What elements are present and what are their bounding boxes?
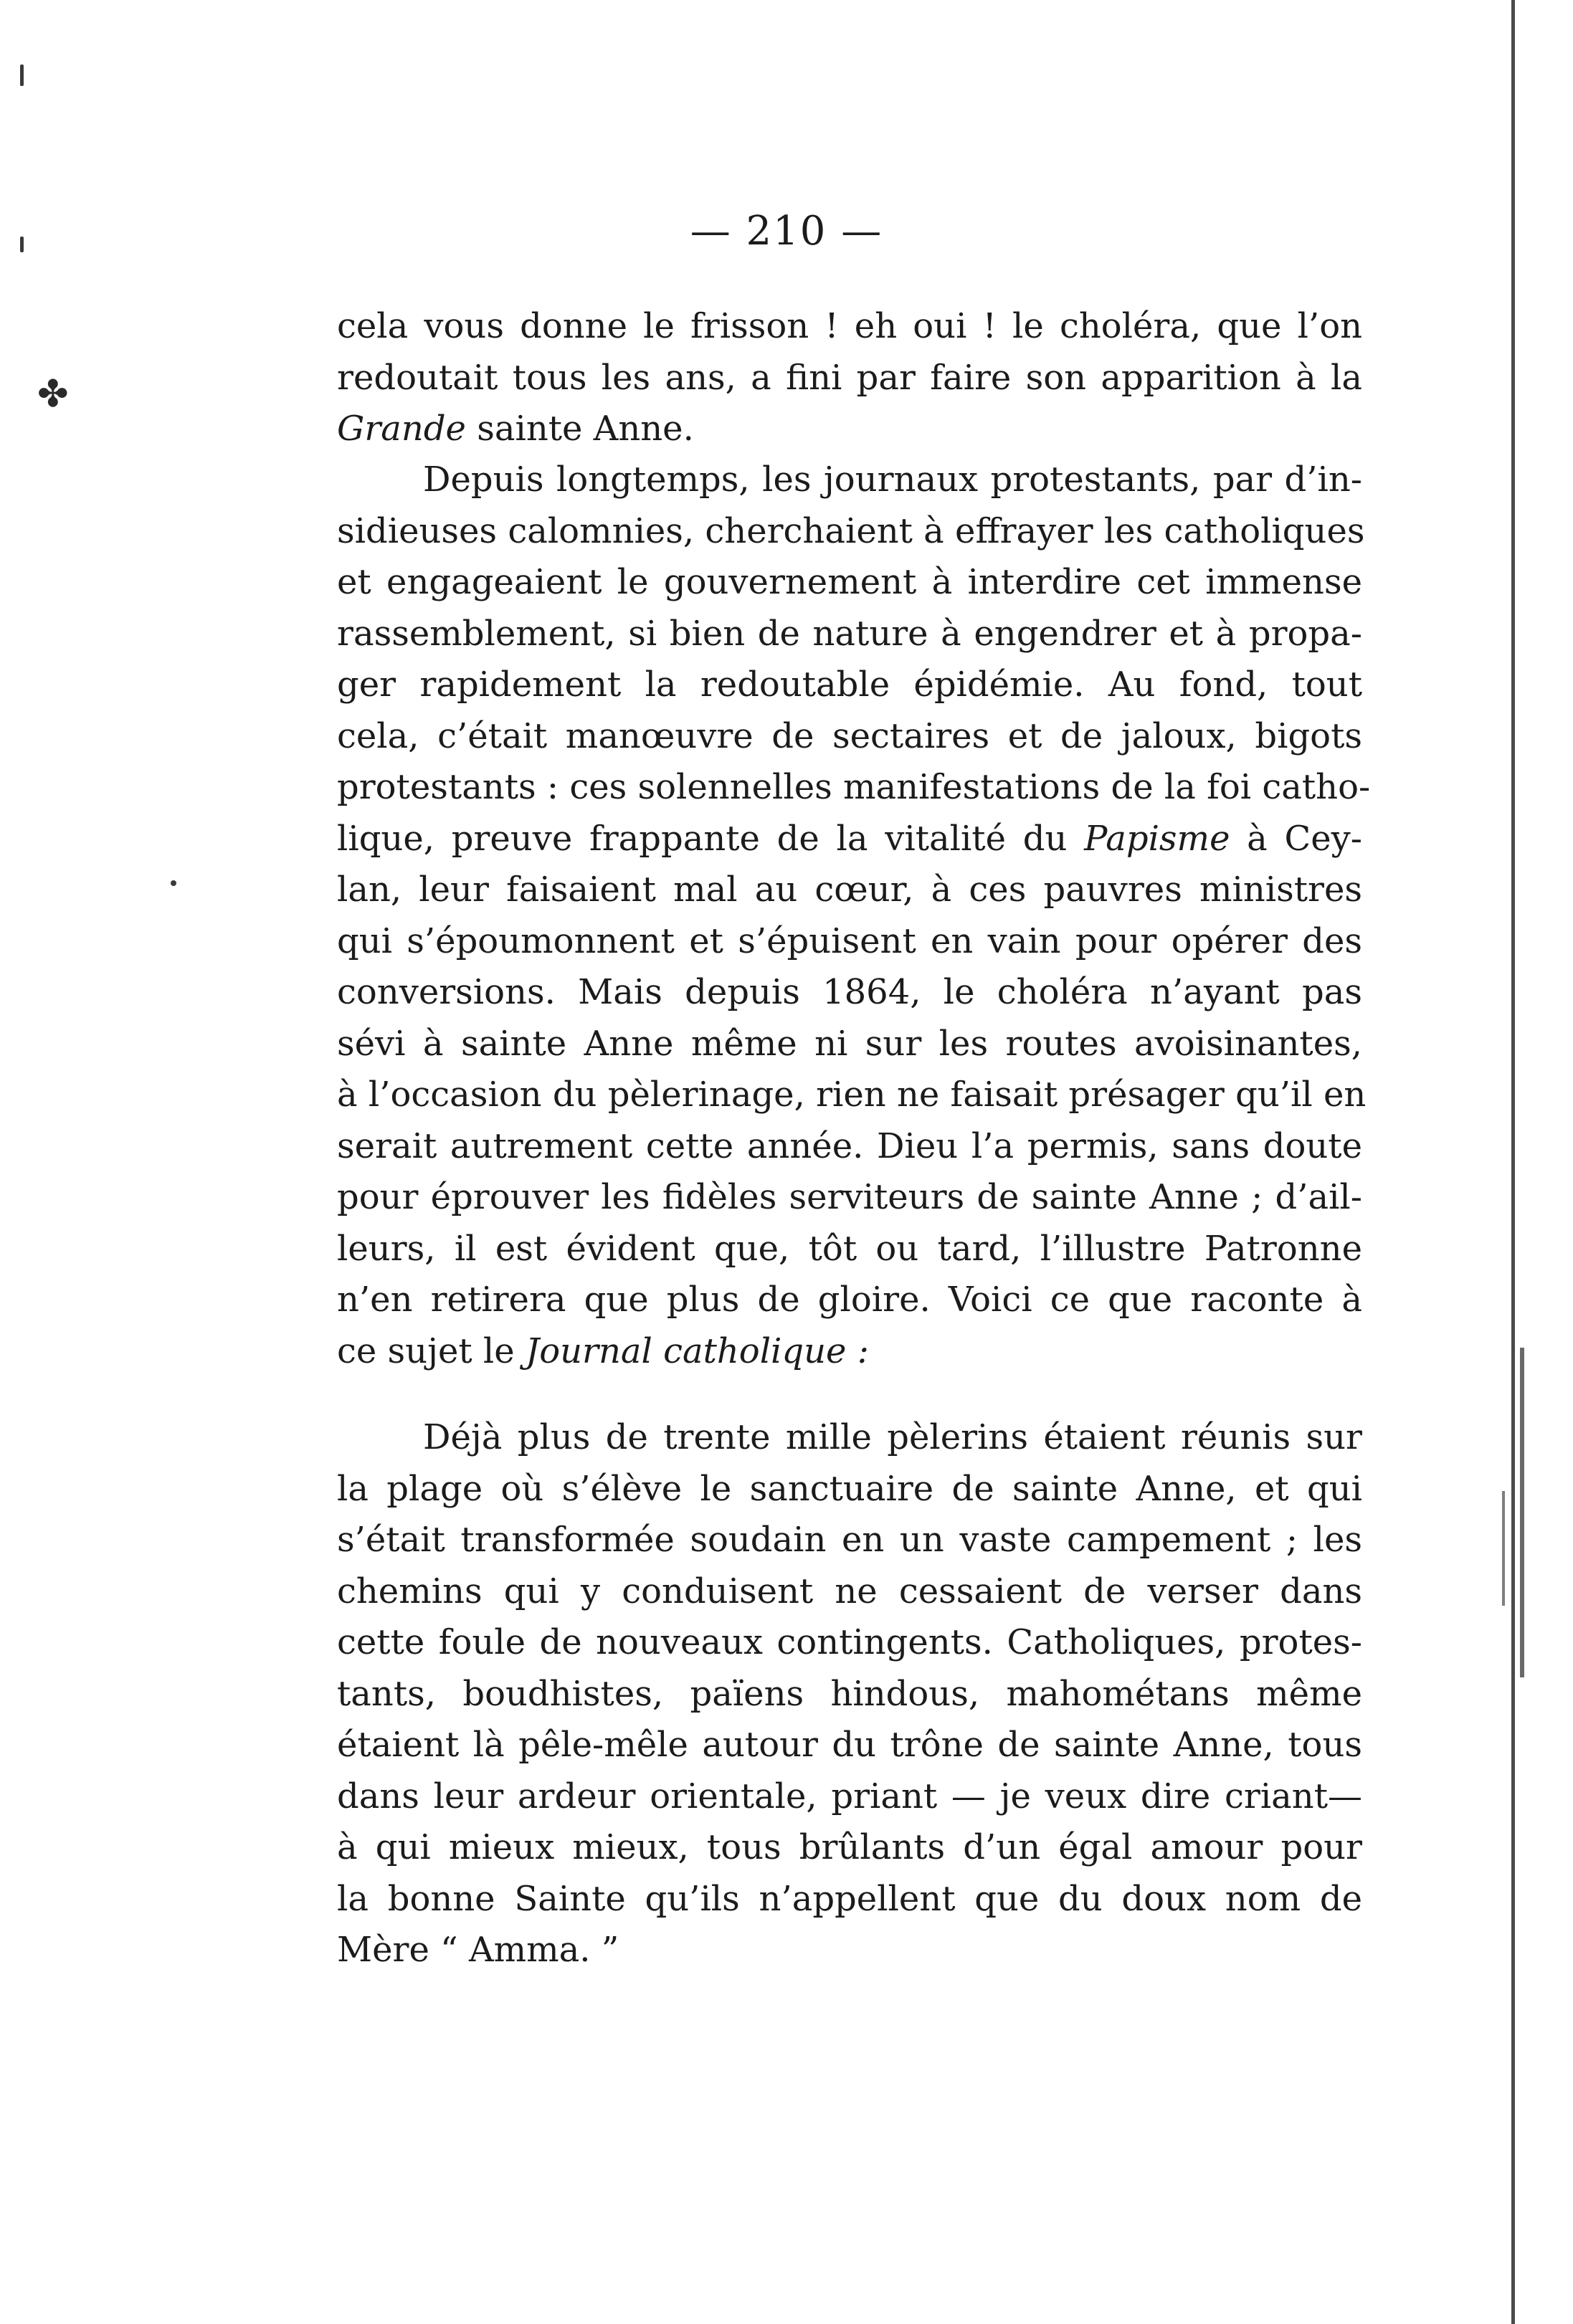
text-line <box>337 1515 1362 1566</box>
text-segment: Mère “ Amma. ” <box>337 1930 619 1970</box>
scan-edge-right <box>1511 0 1515 2324</box>
text-segment: à Cey- <box>1230 818 1362 859</box>
text-segment: lan, leur faisaient mal au cœur, à ces pauvres ministres <box>337 870 1362 910</box>
text-line <box>337 454 1362 506</box>
text-line <box>337 1822 1362 1874</box>
text-segment: à l’occasion du pèlerinage, rien ne faisait présager qu’il en <box>337 1075 1367 1115</box>
text-segment: chemins qui y conduisent ne cessaient de verser dans <box>337 1571 1362 1611</box>
text-segment: conversions. Mais depuis 1864, le choléra n’ayant pas <box>337 972 1362 1012</box>
text-segment: protestants : ces solennelles manifestations de la foi catho- <box>337 767 1371 807</box>
text-line <box>337 557 1362 609</box>
italic-segment: Papisme <box>1084 818 1230 859</box>
text-line <box>337 1464 1362 1515</box>
margin-smudge-mark: ✤ <box>37 373 69 416</box>
text-line <box>337 1925 1362 1976</box>
italic-segment: Grande <box>337 409 466 449</box>
text-line <box>337 916 1362 968</box>
text-segment: pour éprouver les fidèles serviteurs de sainte Anne ; d’ail- <box>337 1177 1362 1217</box>
margin-speck <box>20 65 24 86</box>
text-line <box>337 301 1362 353</box>
text-line <box>337 609 1362 660</box>
text-segment: sainte Anne. <box>465 409 694 449</box>
scan-edge-right-fragment-2 <box>1502 1491 1505 1606</box>
text-line <box>337 1874 1362 1925</box>
margin-speck <box>171 880 176 886</box>
text-segment: Depuis longtemps, les journaux protestants, par d’in- <box>423 459 1362 500</box>
text-line <box>337 1121 1362 1173</box>
text-segment: redoutait tous les ans, a fini par faire son apparition à la <box>337 357 1362 398</box>
text-line <box>337 1617 1362 1669</box>
text-line <box>337 1275 1362 1326</box>
text-line <box>337 659 1362 711</box>
text-line <box>337 814 1362 865</box>
text-segment: sévi à sainte Anne même ni sur les routes avoisinantes, <box>337 1023 1362 1064</box>
text-segment: cela, c’était manœuvre de sectaires et de jaloux, bigots <box>337 715 1362 756</box>
text-line <box>337 404 1362 455</box>
text-segment: dans leur ardeur orientale, priant — je veux dire criant— <box>337 1776 1362 1816</box>
text-segment: rassemblement, si bien de nature à engendrer et à propa- <box>337 613 1362 654</box>
text-line <box>337 967 1362 1019</box>
text-line <box>337 1412 1362 1464</box>
text-segment: cette foule de nouveaux contingents. Catholiques, protes- <box>337 1622 1362 1662</box>
text-segment: qui s’époumonnent et s’épuisent en vain pour opérer des <box>337 920 1362 961</box>
margin-speck <box>20 237 24 252</box>
text-line <box>337 353 1362 404</box>
page-number: — 210 — <box>690 208 883 254</box>
text-line <box>337 865 1362 916</box>
text-line <box>337 506 1365 558</box>
text-line <box>337 1669 1362 1720</box>
text-segment: ce sujet le <box>337 1330 526 1371</box>
paragraph-1 <box>337 454 1371 1377</box>
text-segment: et engageaient le gouvernement à interdire cet immense <box>337 562 1362 602</box>
text-segment: Déjà plus de trente mille pèlerins étaient réunis sur <box>423 1417 1362 1457</box>
paragraph-2 <box>337 1412 1362 1976</box>
text-line <box>337 1172 1362 1224</box>
text-segment: cela vous donne le frisson ! eh oui ! le choléra, que l’on <box>337 306 1362 346</box>
text-line <box>337 762 1371 814</box>
scan-edge-right-fragment <box>1520 1348 1524 1677</box>
text-line <box>337 711 1362 763</box>
text-segment: lique, preuve frappante de la vitalité du <box>337 818 1085 859</box>
text-line <box>337 1019 1362 1070</box>
text-segment: la bonne Sainte qu’ils n’appellent que du doux nom de <box>337 1878 1362 1919</box>
text-line <box>337 1720 1362 1771</box>
text-line <box>337 1771 1362 1823</box>
text-line <box>337 1070 1367 1121</box>
text-segment: à qui mieux mieux, tous brûlants d’un égal amour pour <box>337 1827 1362 1867</box>
text-segment: ger rapidement la redoutable épidémie. Au fond, tout <box>337 665 1362 705</box>
italic-segment: Journal catholique : <box>525 1330 869 1371</box>
text-segment: serait autrement cette année. Dieu l’a permis, sans doute <box>337 1125 1362 1166</box>
text-segment: n’en retirera que plus de gloire. Voici ce que raconte à <box>337 1280 1362 1320</box>
text-line <box>337 1224 1362 1275</box>
text-segment: tants, boudhistes, païens hindous, mahométans même <box>337 1673 1362 1714</box>
text-segment: sidieuses calomnies, cherchaient à effrayer les catholiques <box>337 510 1365 551</box>
text-line <box>337 1326 1362 1378</box>
text-segment: leurs, il est évident que, tôt ou tard, l’illustre Patronne <box>337 1228 1362 1269</box>
text-segment: s’était transformée soudain en un vaste campement ; les <box>337 1520 1362 1560</box>
continuation-text <box>337 301 1362 455</box>
text-line <box>337 1566 1362 1618</box>
text-segment: étaient là pêle-mêle autour du trône de sainte Anne, tous <box>337 1725 1362 1765</box>
text-segment: la plage où s’élève le sanctuaire de sainte Anne, et qui <box>337 1468 1362 1509</box>
